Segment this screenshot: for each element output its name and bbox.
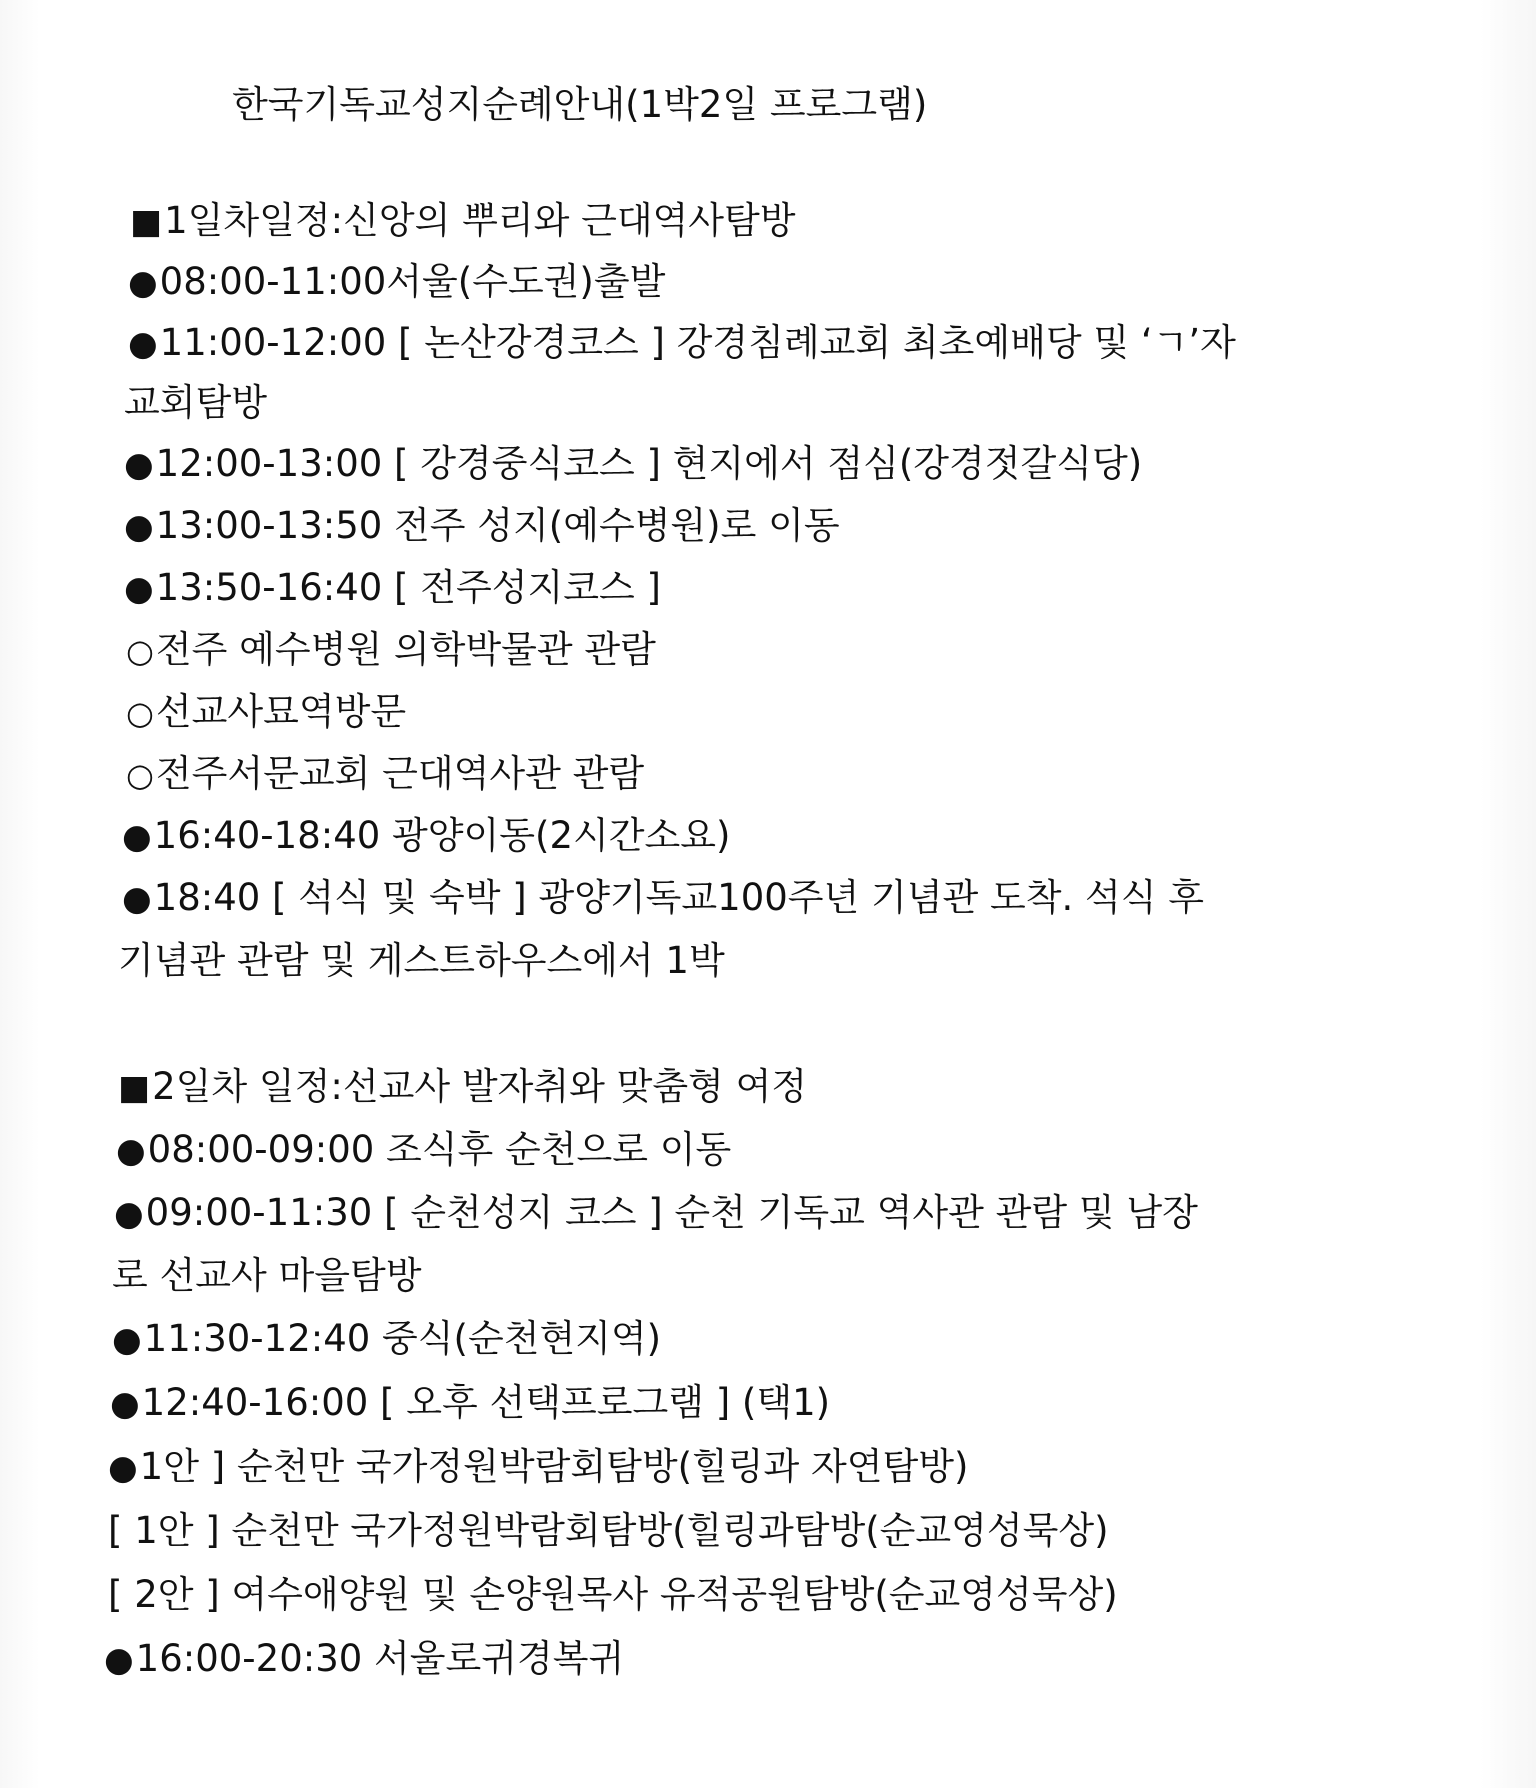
line-text: 전주 예수병원 의학박물관 관람 bbox=[155, 628, 656, 671]
schedule-item bbox=[114, 1188, 1198, 1239]
line-text: 08:00-11:00서울(수도권)출발 bbox=[159, 260, 666, 303]
filled-circle-bullet-icon: ● bbox=[108, 1448, 138, 1488]
line-text: 09:00-11:30 [ 순천성지 코스 ] 순천 기독교 역사관 관람 및 남장 bbox=[145, 1191, 1198, 1234]
hollow-circle-bullet-icon: ○ bbox=[126, 694, 154, 732]
schedule-item bbox=[112, 1314, 661, 1365]
day2-heading bbox=[118, 1062, 807, 1113]
line-text: 1일차일정:신앙의 뿌리와 근대역사탐방 bbox=[164, 199, 796, 242]
square-bullet-icon: ■ bbox=[130, 202, 163, 242]
line-text: 1안 ] 순천만 국가정원박람회탐방(힐링과 자연탐방) bbox=[139, 1445, 969, 1488]
line-text: 08:00-09:00 조식후 순천으로 이동 bbox=[147, 1128, 732, 1171]
schedule-item bbox=[122, 811, 730, 862]
line-text: 18:40 [ 석식 및 숙박 ] 광양기독교100주년 기념관 도착. 석식 후 bbox=[153, 876, 1205, 919]
schedule-item-continuation bbox=[118, 936, 725, 986]
hollow-circle-bullet-icon: ○ bbox=[126, 632, 154, 670]
line-text: 선교사묘역방문 bbox=[155, 690, 407, 733]
line-text: 12:00-13:00 [ 강경중식코스 ] 현지에서 점심(강경젓갈식당) bbox=[155, 442, 1143, 485]
line-text: 11:30-12:40 중식(순천현지역) bbox=[143, 1317, 662, 1360]
schedule-item bbox=[124, 439, 1142, 490]
line-text: 2일차 일정:선교사 발자취와 맞춤형 여정 bbox=[152, 1065, 808, 1108]
filled-circle-bullet-icon: ● bbox=[128, 324, 158, 364]
schedule-item bbox=[128, 257, 665, 308]
schedule-item-continuation bbox=[124, 378, 267, 428]
schedule-item bbox=[124, 563, 661, 614]
filled-circle-bullet-icon: ● bbox=[104, 1640, 134, 1680]
sub-item bbox=[126, 625, 656, 676]
line-text: [ 1안 ] 순천만 국가정원박람회탐방(힐링과탐방(순교영성묵상) bbox=[108, 1509, 1109, 1552]
day1-heading bbox=[130, 196, 796, 247]
schedule-item bbox=[124, 501, 840, 552]
line-text: 로 선교사 마을탐방 bbox=[112, 1254, 422, 1297]
option-item bbox=[108, 1506, 1109, 1556]
line-text: 12:40-16:00 [ 오후 선택프로그램 ] (택1) bbox=[141, 1381, 831, 1424]
hollow-circle-bullet-icon: ○ bbox=[126, 756, 154, 794]
schedule-item-continuation bbox=[112, 1251, 421, 1301]
filled-circle-bullet-icon: ● bbox=[124, 569, 154, 609]
schedule-item bbox=[104, 1634, 624, 1685]
sub-item bbox=[126, 749, 644, 800]
line-text: 13:50-16:40 [ 전주성지코스 ] bbox=[155, 566, 661, 609]
sub-item bbox=[126, 687, 406, 738]
filled-circle-bullet-icon: ● bbox=[128, 263, 158, 303]
filled-circle-bullet-icon: ● bbox=[110, 1384, 140, 1424]
filled-circle-bullet-icon: ● bbox=[124, 445, 154, 485]
line-text: 16:00-20:30 서울로귀경복귀 bbox=[135, 1637, 625, 1680]
filled-circle-bullet-icon: ● bbox=[114, 1194, 144, 1234]
line-text: 교회탐방 bbox=[124, 381, 267, 424]
line-text: 11:00-12:00 [ 논산강경코스 ] 강경침례교회 최초예배당 및 ‘ㄱ’자 bbox=[159, 321, 1236, 364]
schedule-item bbox=[110, 1378, 830, 1429]
schedule-item bbox=[116, 1125, 731, 1176]
schedule-item bbox=[108, 1442, 968, 1493]
line-text: [ 2안 ] 여수애양원 및 손양원목사 유적공원탐방(순교영성묵상) bbox=[108, 1573, 1118, 1616]
filled-circle-bullet-icon: ● bbox=[122, 817, 152, 857]
square-bullet-icon: ■ bbox=[118, 1068, 151, 1108]
schedule-item bbox=[128, 318, 1236, 369]
schedule-item bbox=[122, 873, 1204, 924]
document-title: 한국기독교성지순례안내(1박2일 프로그램) bbox=[232, 83, 928, 126]
option-item bbox=[108, 1570, 1118, 1620]
filled-circle-bullet-icon: ● bbox=[124, 507, 154, 547]
line-text: 16:40-18:40 광양이동(2시간소요) bbox=[153, 814, 731, 857]
line-text: 기념관 관람 및 게스트하우스에서 1박 bbox=[118, 939, 725, 982]
line-text: 전주서문교회 근대역사관 관람 bbox=[155, 752, 645, 795]
filled-circle-bullet-icon: ● bbox=[112, 1320, 142, 1360]
filled-circle-bullet-icon: ● bbox=[116, 1131, 146, 1171]
line-text: 13:00-13:50 전주 성지(예수병원)로 이동 bbox=[155, 504, 840, 547]
filled-circle-bullet-icon: ● bbox=[122, 879, 152, 919]
